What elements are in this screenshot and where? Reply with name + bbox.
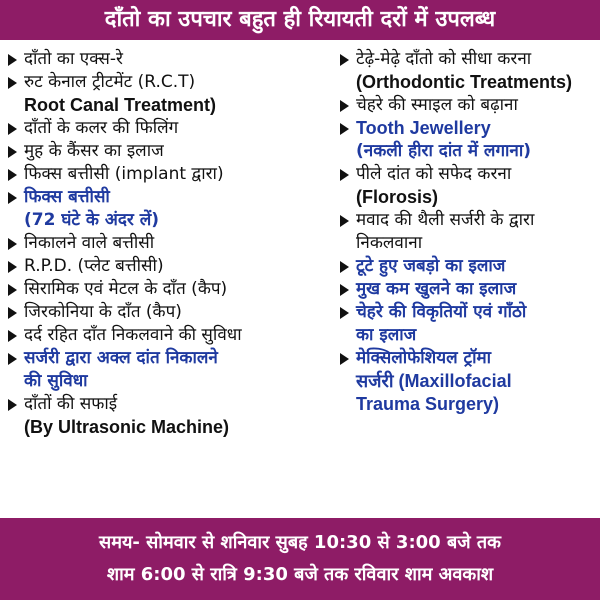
list-item <box>340 117 600 163</box>
item-line: फिक्स बत्तीसी (implant द्वारा) <box>24 164 224 184</box>
list-item <box>340 48 600 94</box>
item-line: (नकली हीरा दांत में लगाना) <box>356 141 532 161</box>
item-line: मुख कम खुलने का इलाज <box>356 279 517 299</box>
triangle-bullet-icon <box>8 123 17 135</box>
item-line: रुट केनाल ट्रीटमेंट (R.C.T) <box>24 72 196 92</box>
timing-footer <box>0 518 600 600</box>
triangle-bullet-icon <box>340 353 349 365</box>
list-item <box>8 255 336 278</box>
triangle-bullet-icon <box>340 307 349 319</box>
triangle-bullet-icon <box>340 284 349 296</box>
item-line: मवाद की थैली सर्जरी के द्वारा <box>356 210 535 230</box>
item-line: निकलवाना <box>356 233 423 253</box>
item-line: पीले दांत को सफेद करना <box>356 164 512 184</box>
banner-title: दाँतो का उपचार बहुत ही रियायती दरों में उपलब्ध <box>104 7 496 32</box>
triangle-bullet-icon <box>340 54 349 66</box>
right-column <box>336 40 600 518</box>
item-line: निकालने वाले बत्तीसी <box>24 233 155 253</box>
left-column <box>0 40 336 518</box>
item-line: (72 घंटे के अंदर लें) <box>24 210 160 230</box>
item-line: दाँतों के कलर की फिलिंग <box>24 118 179 138</box>
list-item <box>340 301 600 347</box>
item-line: Tooth Jewellery <box>356 118 491 138</box>
item-line: चेहरे की विकृतियों एवं गाँठो <box>356 302 527 322</box>
list-item <box>340 278 600 301</box>
item-line: Trauma Surgery) <box>356 394 500 414</box>
item-line: दाँतो का एक्स-रे <box>24 49 123 69</box>
item-line: फिक्स बत्तीसी <box>24 187 110 207</box>
item-line: जिरकोनिया के दाँत (कैप) <box>24 302 182 322</box>
triangle-bullet-icon <box>340 100 349 112</box>
item-line: मुह के कैंसर का इलाज <box>24 141 164 161</box>
triangle-bullet-icon <box>8 399 17 411</box>
item-line: टेढ़े-मेढ़े दाँतो को सीधा करना <box>356 49 532 69</box>
timing-line-evening: शाम 6:00 से रात्रि 9:30 बजे तक रविवार शाम अवकाश <box>106 564 494 585</box>
timing-line-weekdays: समय- सोमवार से शनिवार सुबह 10:30 से 3:00 बजे तक <box>99 532 501 553</box>
list-item <box>8 278 336 301</box>
item-line: Root Canal Treatment) <box>24 95 217 115</box>
list-item <box>340 209 600 255</box>
item-line: का इलाज <box>356 325 417 345</box>
list-item <box>8 71 336 117</box>
item-line: टूटे हुए जबड़ो का इलाज <box>356 256 506 276</box>
triangle-bullet-icon <box>340 123 349 135</box>
list-item <box>8 186 336 232</box>
item-line: चेहरे की स्माइल को बढ़ाना <box>356 95 518 115</box>
triangle-bullet-icon <box>8 169 17 181</box>
triangle-bullet-icon <box>8 284 17 296</box>
list-item <box>8 301 336 324</box>
item-line: सर्जरी (Maxillofacial <box>356 371 512 391</box>
item-line: मेक्सिलोफेशियल ट्रॉमा <box>356 348 492 368</box>
triangle-bullet-icon <box>8 307 17 319</box>
item-line: (By Ultrasonic Machine) <box>24 417 230 437</box>
services-list <box>0 40 600 518</box>
item-line: सिरामिक एवं मेटल के दाँत (कैप) <box>24 279 228 299</box>
triangle-bullet-icon <box>8 146 17 158</box>
triangle-bullet-icon <box>8 54 17 66</box>
triangle-bullet-icon <box>8 353 17 365</box>
list-item <box>8 48 336 71</box>
item-line: दाँतों की सफाई <box>24 394 118 414</box>
triangle-bullet-icon <box>8 261 17 273</box>
list-item <box>8 163 336 186</box>
list-item <box>340 94 600 117</box>
list-item <box>8 347 336 393</box>
list-item <box>8 324 336 347</box>
item-line: सर्जरी द्वारा अक्ल दांत निकालने <box>24 348 218 368</box>
triangle-bullet-icon <box>8 330 17 342</box>
triangle-bullet-icon <box>340 169 349 181</box>
item-line: R.P.D. (प्लेट बत्तीसी) <box>24 256 164 276</box>
list-item <box>8 232 336 255</box>
list-item <box>340 163 600 209</box>
list-item <box>340 347 600 416</box>
item-line: दर्द रहित दाँत निकलवाने की सुविधा <box>24 325 242 345</box>
item-line: (Florosis) <box>356 187 439 207</box>
header-banner <box>0 0 600 40</box>
triangle-bullet-icon <box>8 238 17 250</box>
list-item <box>8 140 336 163</box>
triangle-bullet-icon <box>8 77 17 89</box>
item-line: की सुविधा <box>24 371 88 391</box>
list-item <box>8 393 336 439</box>
list-item <box>340 255 600 278</box>
triangle-bullet-icon <box>8 192 17 204</box>
triangle-bullet-icon <box>340 261 349 273</box>
list-item <box>8 117 336 140</box>
item-line: (Orthodontic Treatments) <box>356 72 573 92</box>
triangle-bullet-icon <box>340 215 349 227</box>
